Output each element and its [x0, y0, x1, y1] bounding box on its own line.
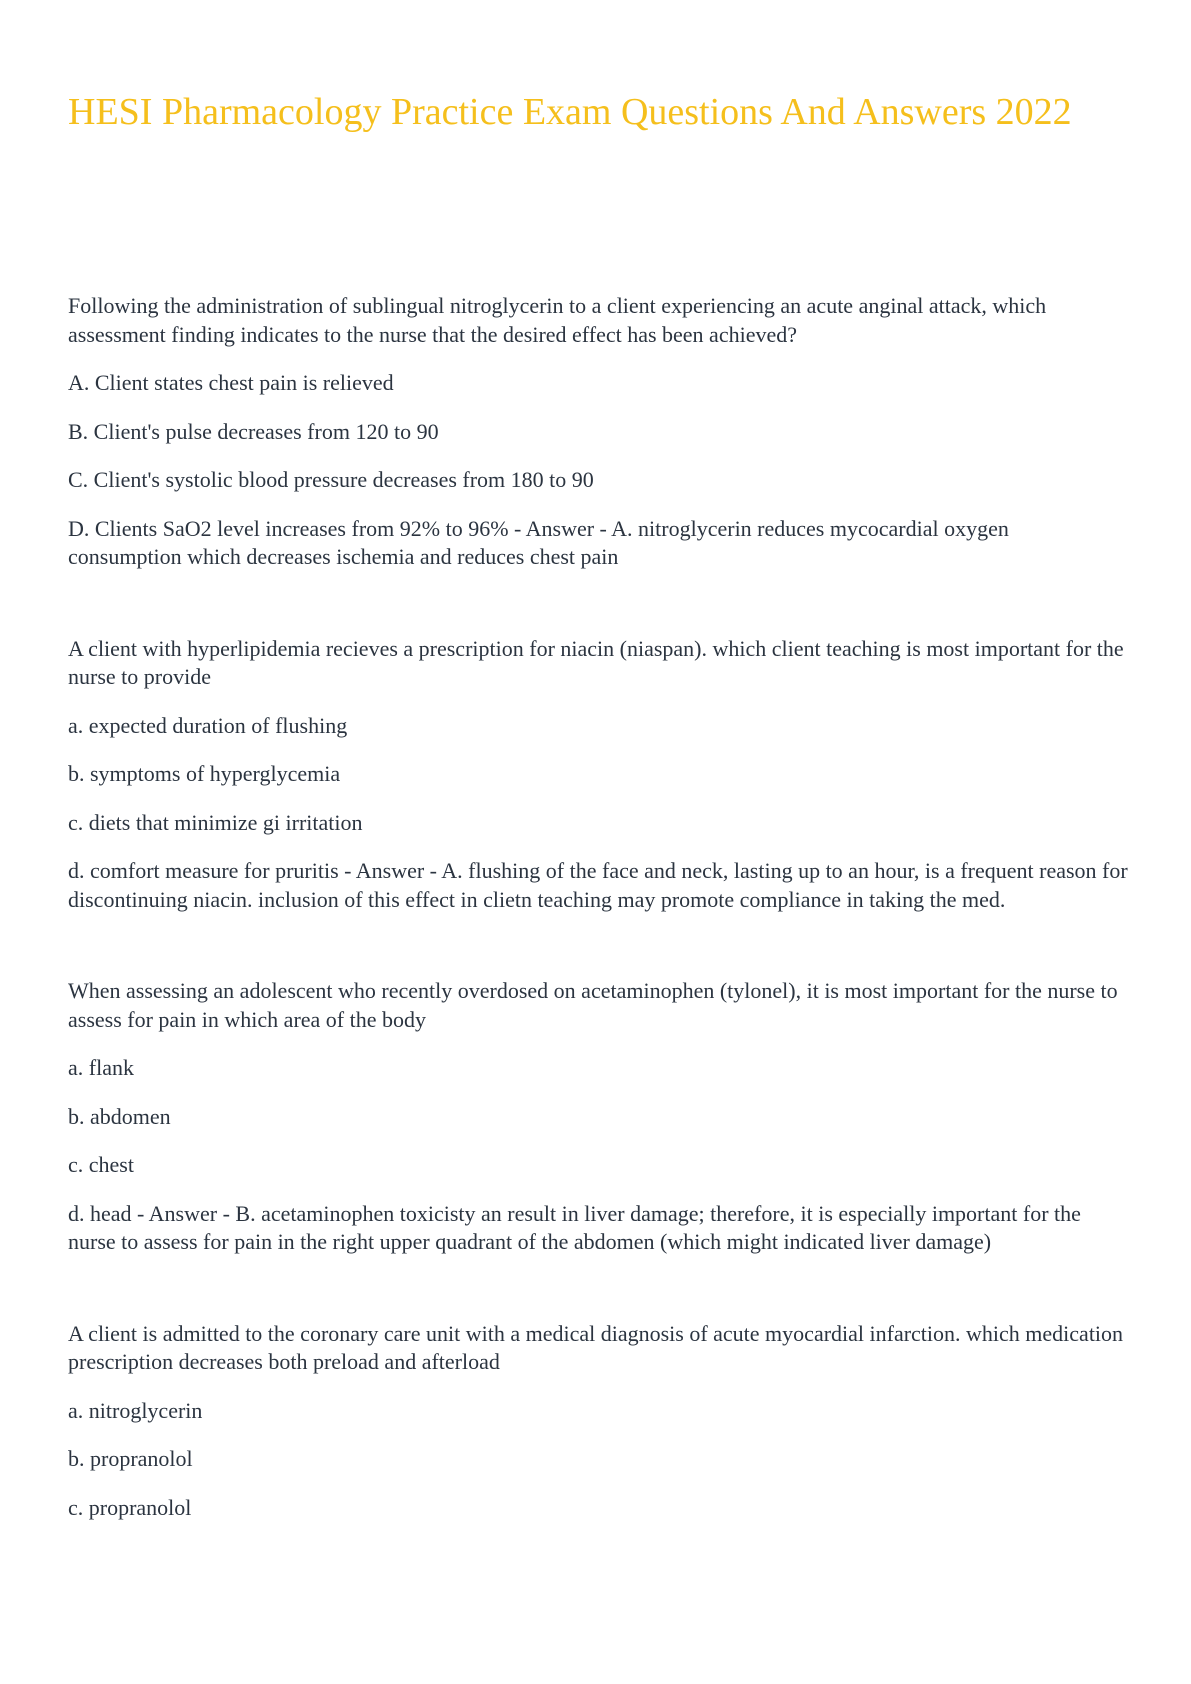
- answer-option: c. propranolol: [68, 1494, 192, 1520]
- question-2: [68, 635, 1128, 915]
- answer-option: D. Clients SaO2 level increases from 92% to 96% - Answer - A. nitroglycerin reduces mycocardial oxygen consumption which decreases ischemia and reduces chest pain: [68, 515, 1009, 569]
- question-stem: Following the administration of sublingual nitroglycerin to a client experiencing an acute anginal attack, which assessment finding indicates to the nurse that the desired effect has been achieved?: [68, 293, 1047, 347]
- answer-option: a. flank: [68, 1055, 134, 1080]
- answer-option: d. comfort measure for pruritis - Answer - A. flushing of the face and neck, lasting up to an hour, is a frequent reason for discontinuing niacin. inclusion of this effect in clietn teaching may promote compliance in taking the med.: [68, 858, 1128, 912]
- question-stem: A client is admitted to the coronary care unit with a medical diagnosis of acute myocardial infarction. which medication prescription decreases both preload and afterload: [68, 1320, 1124, 1374]
- question-stem: When assessing an adolescent who recently overdosed on acetaminophen (tylonel), it is most important for the nurse to assess for pain in which area of the body: [68, 978, 1118, 1032]
- answer-option: b. symptoms of hyperglycemia: [68, 761, 341, 786]
- answer-option: B. Client's pulse decreases from 120 to 90: [68, 418, 439, 444]
- answer-option: b. propranolol: [68, 1446, 193, 1471]
- document-title: HESI Pharmacology Practice Exam Questions And Answers 2022: [68, 91, 1072, 133]
- question-list: [68, 292, 1128, 1585]
- answer-option: a. expected duration of flushing: [68, 712, 348, 738]
- question-stem: A client with hyperlipidemia recieves a prescription for niacin (niaspan). which client teaching is most important for the nurse to provide: [68, 635, 1124, 689]
- answer-option: b. abdomen: [68, 1103, 171, 1129]
- answer-option: c. chest: [68, 1152, 134, 1177]
- answer-option: a. nitroglycerin: [68, 1397, 203, 1423]
- answer-option: A. Client states chest pain is relieved: [68, 370, 394, 395]
- question-4: [68, 1320, 1128, 1523]
- answer-option: c. diets that minimize gi irritation: [68, 809, 363, 835]
- question-3: [68, 977, 1128, 1257]
- question-1: [68, 292, 1128, 572]
- answer-option: C. Client's systolic blood pressure decreases from 180 to 90: [68, 467, 594, 492]
- answer-option: d. head - Answer - B. acetaminophen toxicisty an result in liver damage; therefore, it is especially important for the nurse to assess for pain in the right upper quadrant of the abdomen (which might indicated liver damage): [68, 1200, 1081, 1254]
